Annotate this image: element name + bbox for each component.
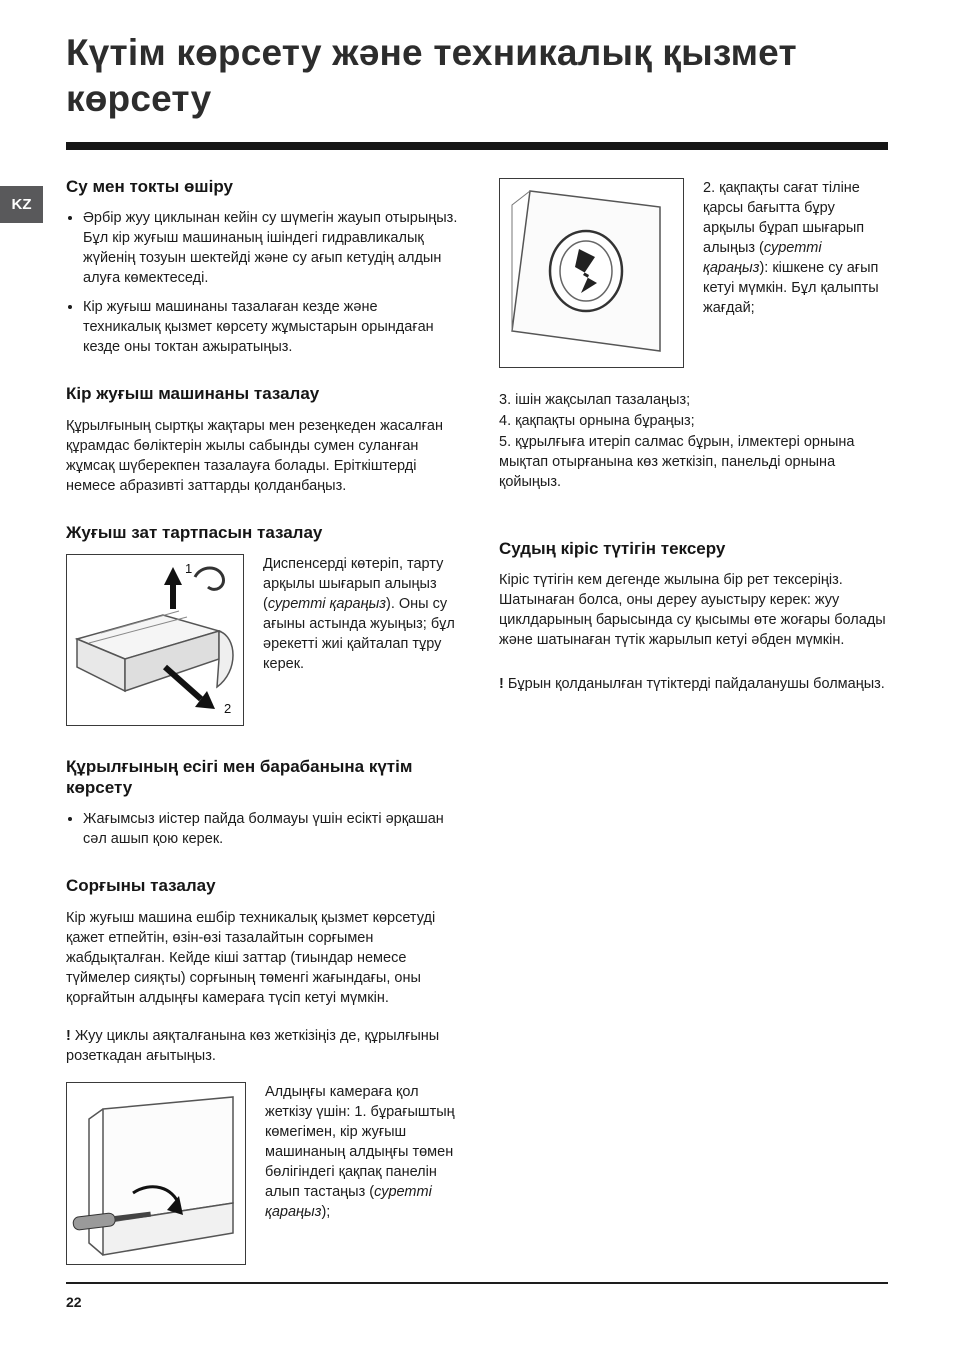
- inlet-hose-text: Кіріс түтігін кем дегенде жылына бір рет тексеріңіз. Шатынаған болса, оны дереу ауыстыру керек: жуу циклдарының барысында су қысымы өте жоғары болады және шатынаған түтік жарылып кетуі әбден мүмкін.: [499, 572, 886, 649]
- text-run: Диспенсерді көтеріп, тарту арқылы шығарып алыңыз (: [263, 555, 444, 612]
- heading-pump: Сорғыны тазалау: [66, 876, 216, 896]
- step-4: 4. қақпақты орнына бұраңыз;: [499, 413, 695, 429]
- pump-cap-diagram-icon: [500, 179, 683, 367]
- pump-cap-figure: [499, 178, 684, 368]
- see-figure-note: суретті қараңыз: [703, 240, 822, 276]
- step-3: 3. ішін жақсылап тазалаңыз;: [499, 392, 691, 408]
- right-column: [499, 176, 889, 704]
- figure-label-1: 1: [185, 560, 193, 576]
- footer-rule: [66, 1282, 888, 1284]
- heading-water-power: Су мен токты өшіру: [66, 177, 233, 196]
- warning-mark: !: [66, 1027, 71, 1044]
- text-run: ): кішкене су ағып кетуі мүмкін. Бұл қалыпты жағдай;: [703, 260, 879, 316]
- pump-warning: [66, 1026, 458, 1066]
- heading-dispenser: Жуғыш зат тартпасын тазалау: [66, 522, 323, 542]
- page-title: Күтім көрсету және техникалық қызмет көрсету: [66, 32, 797, 119]
- page-number: 22: [66, 1294, 82, 1310]
- kick-panel-figure-row: [66, 1082, 458, 1265]
- kick-panel-diagram-icon: [67, 1083, 245, 1264]
- kick-panel-text: [265, 1082, 458, 1232]
- text-run: );: [321, 1203, 331, 1220]
- water-power-list: [66, 208, 458, 357]
- kick-panel-figure: [66, 1082, 246, 1265]
- heading-door-drum: Құрылғының есігі мен барабанына күтім көрсету: [66, 756, 413, 797]
- pump-steps: [499, 390, 889, 492]
- list-item: • Кір жуғыш машинаны тазалаған кезде және техникалық қызмет көрсету жұмыстарын орындаған кезде оны токтан ажыратыңыз.: [83, 297, 458, 357]
- figure-label-2: 2: [224, 700, 232, 716]
- see-figure-note: суретті қараңыз: [265, 1183, 432, 1220]
- door-drum-list: [66, 809, 458, 849]
- text-run: ). Оны су ағыны астында жуыңыз; бұл әрекетті жиі қайталап тұру керек.: [263, 595, 455, 672]
- cleaning-machine-text: Құрылғының сыртқы жақтары мен резеңкеден жасалған құрамдас бөліктерін жылы сабынды сумен суланған жұмсақ шүберекпен тазалауға болады. Еріткіштерді немесе абразивті заттарды қолданбаңыз.: [66, 417, 443, 494]
- dispenser-figure: [66, 554, 244, 726]
- language-badge: KZ: [0, 186, 43, 223]
- heading-inlet-hose: Судың кіріс түтігін тексеру: [499, 539, 726, 558]
- warning-text: Бұрын қолданылған түтіктерді пайдаланушы болмаңыз.: [507, 676, 885, 693]
- text-run: Алдыңғы камераға қол жеткізу үшін: 1. бұрағыштың көмегімен, кір жуғыш машинаның алдыңғы төмен бөлігіндегі қақпақ панелін алып тастаңыз (: [265, 1083, 455, 1200]
- list-item: • Жағымсыз иістер пайда болмауы үшін есікті әрқашан сәл ашып қою керек.: [83, 809, 458, 849]
- left-column: [66, 176, 458, 1281]
- list-item: • Әрбір жуу циклынан кейін су шүмегін жауып отырыңыз. Бұл кір жуғыш машинаның ішіндегі гидравликалық жүйенің тозуын шектейді және су ағып кетудің алдын алуға көмектеседі.: [83, 208, 458, 288]
- step-5: 5. құрылғыға итеріп салмас бұрын, ілмектері орнына мықтап отырғанына көз жеткізіп, панельді орнына қойыңыз.: [499, 434, 855, 490]
- warning-text: Жуу циклы аяқталғанына көз жеткізіңіз де, құрылғыны розеткадан ағытыңыз.: [66, 1027, 440, 1064]
- pump-cap-figure-row: [499, 178, 889, 368]
- pump-cap-text: [703, 178, 889, 328]
- warning-mark: !: [499, 676, 504, 693]
- see-figure-note: суретті қараңыз: [267, 595, 386, 612]
- dispenser-diagram-icon: [67, 555, 243, 725]
- dispenser-figure-row: [66, 554, 458, 726]
- pump-text: Кір жуғыш машина ешбір техникалық қызмет көрсетуді қажет етпейтін, өзін-өзі тазалайтын сорғымен жабдықталған. Кейде кіші заттар (тиындар немесе түймелер сияқты) сорғының төменгі жағындағы, оны қорғайтын алдыңғы камераға түсіп кетуі мүмкін.: [66, 909, 436, 1006]
- title-rule: [66, 142, 888, 150]
- dispenser-text: [263, 554, 458, 684]
- heading-cleaning-machine: Кір жуғыш машинаны тазалау: [66, 384, 320, 404]
- text-run: 2. қақпақты сағат тіліне қарсы бағытта бұру арқылы бұрап шығарып алыңыз (: [703, 180, 865, 256]
- inlet-hose-warning: [499, 674, 889, 694]
